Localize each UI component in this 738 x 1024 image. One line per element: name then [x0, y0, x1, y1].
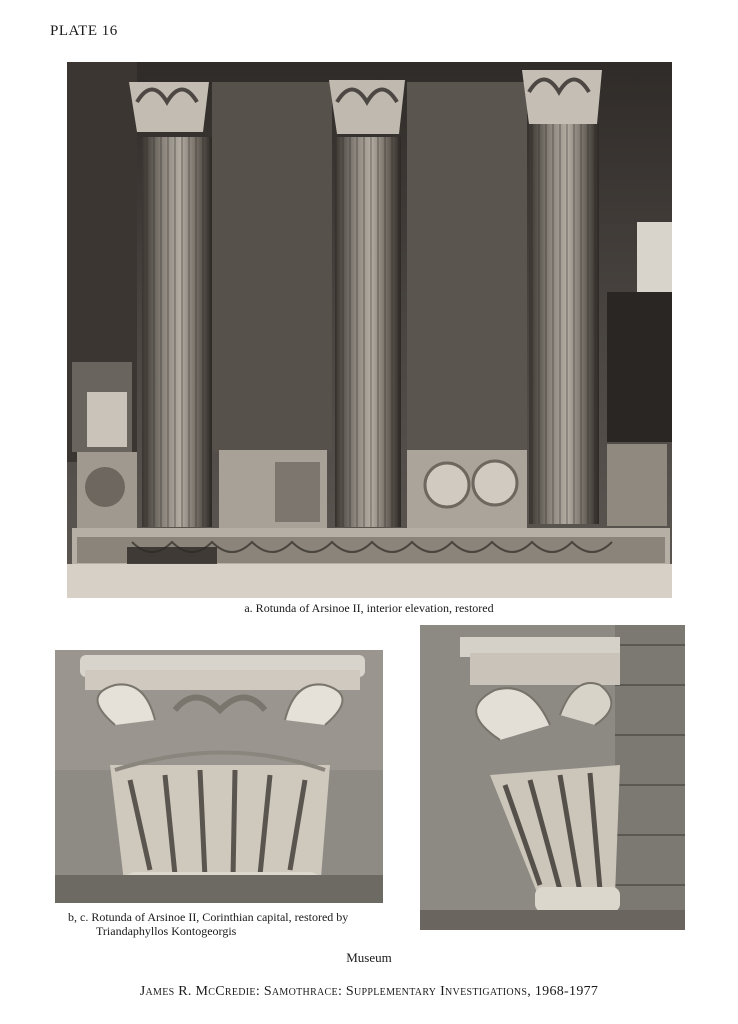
caption-figure-a: a. Rotunda of Arsinoe II, interior elevation, restored: [244, 601, 494, 615]
caption-bc-line1: b, c. Rotunda of Arsinoe II, Corinthian capital, restored by: [68, 910, 349, 924]
caption-bc-line2: Triandaphyllos Kontogeorgis: [96, 924, 237, 938]
museum-label: Museum: [346, 950, 392, 965]
photo-capital-front: [55, 650, 383, 903]
page-footer: James R. McCredie: Samothrace: Supplementary Investigations, 1968-1977: [139, 984, 599, 999]
plate-number: PLATE 16: [50, 23, 118, 39]
photo-interior-elevation: [67, 62, 672, 598]
photo-capital-side: [420, 625, 685, 930]
caption-figures-b-c: [68, 910, 388, 938]
